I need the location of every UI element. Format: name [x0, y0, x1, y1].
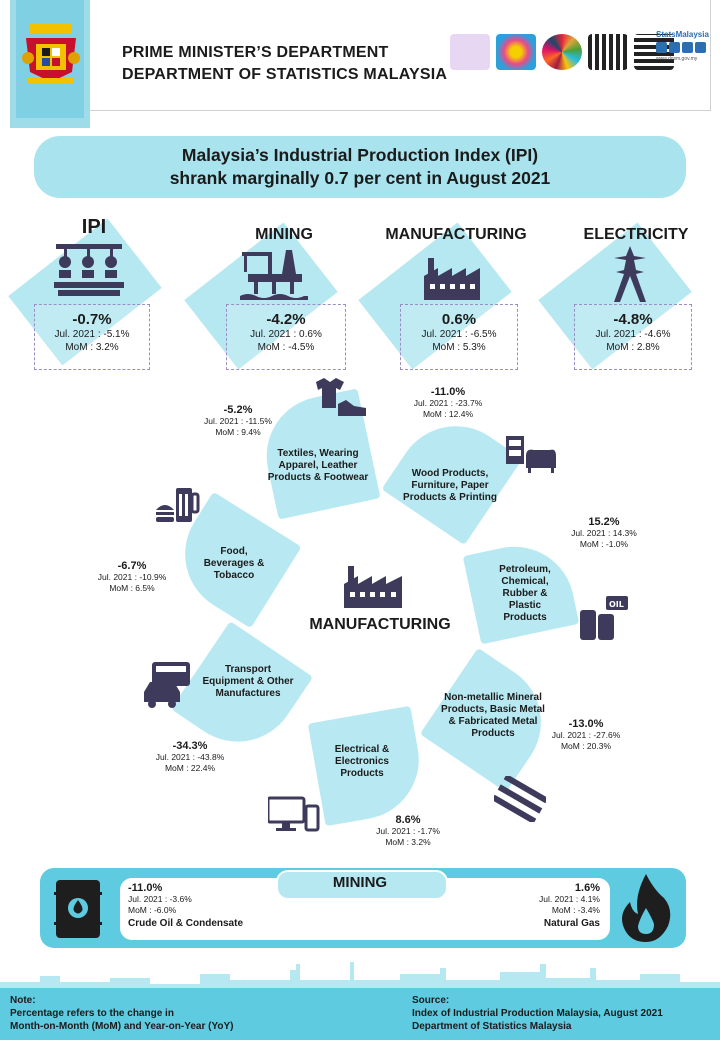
stat-jul-electrical: Jul. 2021 : -1.7%: [376, 826, 440, 836]
stat-jul-wood: Jul. 2021 : -23.7%: [413, 398, 483, 408]
wheel-center-label: MANUFACTURING: [309, 616, 451, 633]
malaysia-crest-icon: [22, 24, 80, 86]
sector-name-transport: Transport Equipment & Other Manufactures: [202, 664, 294, 699]
gas-mom: MoM : -3.4%: [551, 904, 600, 915]
sector-name-petroleum: Petroleum, Chemical, Rubber & Plastic Products: [499, 564, 551, 623]
power-tower-icon: [612, 246, 648, 302]
stat-mom-nonmetallic: MoM : 20.3%: [560, 740, 612, 751]
stat-value-transport: -34.3%: [172, 740, 208, 752]
sector-name-electrical: Electrical & Electronics Products: [334, 744, 390, 779]
stat-food: [82, 560, 182, 593]
source-title: Source:: [412, 995, 450, 1006]
note-title: Note:: [10, 995, 36, 1006]
kpi-jul-ipi: Jul. 2021 : -5.1%: [54, 329, 130, 340]
kpi-label-manufacturing: MANUFACTURING: [385, 226, 527, 243]
title-line-2: shrank marginally 0.7 per cent in August 2021: [169, 168, 551, 188]
crude-jul: Jul. 2021 : -3.6%: [128, 894, 192, 904]
stat-mom-transport: MoM : 22.4%: [164, 762, 216, 773]
kpi-value-manufacturing: 0.6%: [441, 311, 477, 328]
kpi-value-ipi: -0.7%: [72, 311, 112, 328]
kpi-label-mining: MINING: [255, 226, 313, 243]
mining-title: MINING: [332, 874, 388, 891]
stat-jul-nonmetallic: Jul. 2021 : -27.6%: [551, 730, 621, 740]
kpi-jul-electricity: Jul. 2021 : -4.6%: [595, 329, 671, 340]
kpi-card-manufacturing: [400, 304, 518, 370]
gas-label: Natural Gas: [543, 918, 600, 929]
computer-phone-icon: [268, 796, 320, 834]
stat-value-food: -6.7%: [117, 560, 147, 572]
factory-icon: [424, 258, 480, 300]
svg-text:OIL: OIL: [609, 600, 624, 609]
stat-wood: [400, 386, 496, 419]
gas-value: 1.6%: [574, 882, 600, 894]
stat-jul-textiles: Jul. 2021 : -11.5%: [204, 416, 272, 426]
stat-value-electrical: 8.6%: [395, 814, 421, 826]
oil-barrel-icon: [52, 878, 104, 940]
youtube-icon[interactable]: [695, 42, 706, 53]
header-title: [122, 42, 447, 86]
website-url: www.dosm.gov.my: [656, 56, 698, 62]
stat-nonmetallic: [534, 718, 638, 751]
stat-value-textiles: -5.2%: [223, 404, 253, 416]
twitter-icon[interactable]: [682, 42, 693, 53]
facebook-icon[interactable]: [656, 42, 667, 53]
footer-source: [412, 994, 712, 1033]
crude-mom: MoM : -6.0%: [128, 904, 177, 915]
gas-jul: Jul. 2021 : 4.1%: [539, 894, 600, 904]
kpi-label-ipi: IPI: [81, 216, 107, 238]
assembly-line-icon: [50, 244, 128, 300]
kpi-value-electricity: -4.8%: [613, 311, 653, 328]
crude-oil-stats: [128, 882, 308, 929]
sector-name-nonmetallic: Non-metallic Mineral Products, Basic Metal & Fabricated Metal Products: [441, 692, 545, 739]
stat-mom-petroleum: MoM : -1.0%: [579, 538, 629, 549]
kpi-label-electricity: ELECTRICITY: [583, 226, 689, 243]
sector-name-textiles: Textiles, Wearing Apparel, Leather Products & Footwear: [267, 448, 369, 483]
food-beer-icon: [156, 484, 200, 524]
census-logo-icon: [496, 34, 536, 70]
anniversary-logo-icon: [450, 34, 490, 70]
header-line-2: DEPARTMENT OF STATISTICS MALAYSIA: [122, 66, 448, 83]
note-line-2: Month-on-Month (MoM) and Year-on-Year (YoY): [10, 1021, 234, 1032]
stat-transport: [140, 740, 240, 773]
stat-mom-textiles: MoM : 9.4%: [215, 426, 261, 437]
center-factory-icon: [344, 566, 402, 608]
stat-mom-food: MoM : 6.5%: [109, 582, 155, 593]
truck-car-icon: [142, 662, 192, 708]
sector-name-food: Food, Beverages & Tobacco: [203, 546, 265, 581]
qr-code-icon: [588, 34, 628, 70]
crude-value: -11.0%: [128, 882, 163, 894]
footer-note: [10, 994, 350, 1033]
kpi-mom-ipi: MoM : 3.2%: [65, 342, 119, 353]
shirt-shoe-icon: [310, 378, 366, 418]
crude-label: Crude Oil & Condensate: [128, 918, 244, 929]
stat-value-petroleum: 15.2%: [588, 516, 620, 528]
note-line-1: Percentage refers to the change in: [10, 1008, 174, 1019]
kpi-jul-mining: Jul. 2021 : 0.6%: [250, 329, 322, 340]
kpi-mom-electricity: MoM : 2.8%: [606, 342, 660, 353]
stat-jul-food: Jul. 2021 : -10.9%: [97, 572, 167, 582]
stat-mom-wood: MoM : 12.4%: [422, 408, 474, 419]
header-line-1: PRIME MINISTER’S DEPARTMENT: [122, 44, 389, 61]
flame-icon: [618, 874, 674, 942]
stat-jul-petroleum: Jul. 2021 : 14.3%: [571, 528, 637, 538]
social-icons: [656, 42, 716, 53]
metal-beam-icon: [494, 776, 546, 822]
furniture-icon: [506, 436, 556, 474]
kpi-jul-manufacturing: Jul. 2021 : -6.5%: [421, 329, 497, 340]
oil-rig-icon: [240, 250, 308, 302]
kpi-card-mining: [226, 304, 346, 370]
kpi-mom-mining: MoM : -4.5%: [257, 342, 315, 353]
oil-tank-icon: [580, 596, 630, 642]
stat-value-nonmetallic: -13.0%: [568, 718, 604, 730]
kpi-value-mining: -4.2%: [266, 311, 306, 328]
source-line-1: Index of Industrial Production Malaysia, August 2021: [412, 1008, 663, 1019]
brand-name: StatsMalaysia: [656, 30, 709, 39]
stat-mom-electrical: MoM : 3.2%: [385, 836, 431, 847]
main-title: [34, 144, 686, 190]
partner-logos: [450, 34, 674, 70]
title-line-1: Malaysia’s Industrial Production Index (IPI): [181, 145, 539, 165]
sdg-logo-icon: [542, 34, 582, 70]
sector-name-wood: Wood Products, Furniture, Paper Products & Printing: [403, 468, 497, 503]
stats-malaysia-brand[interactable]: [656, 30, 716, 62]
stat-value-wood: -11.0%: [430, 386, 466, 398]
kpi-mom-manufacturing: MoM : 5.3%: [432, 342, 486, 353]
industrial-skyline: [0, 958, 720, 990]
kpi-card-electricity: [574, 304, 692, 370]
stat-textiles: [190, 404, 286, 437]
stat-electrical: [360, 814, 456, 847]
instagram-icon[interactable]: [669, 42, 680, 53]
natural-gas-stats: [440, 882, 600, 929]
stat-jul-transport: Jul. 2021 : -43.8%: [155, 752, 225, 762]
source-line-2: Department of Statistics Malaysia: [412, 1021, 572, 1032]
stat-petroleum: [556, 516, 652, 549]
kpi-card-ipi: [34, 304, 150, 370]
